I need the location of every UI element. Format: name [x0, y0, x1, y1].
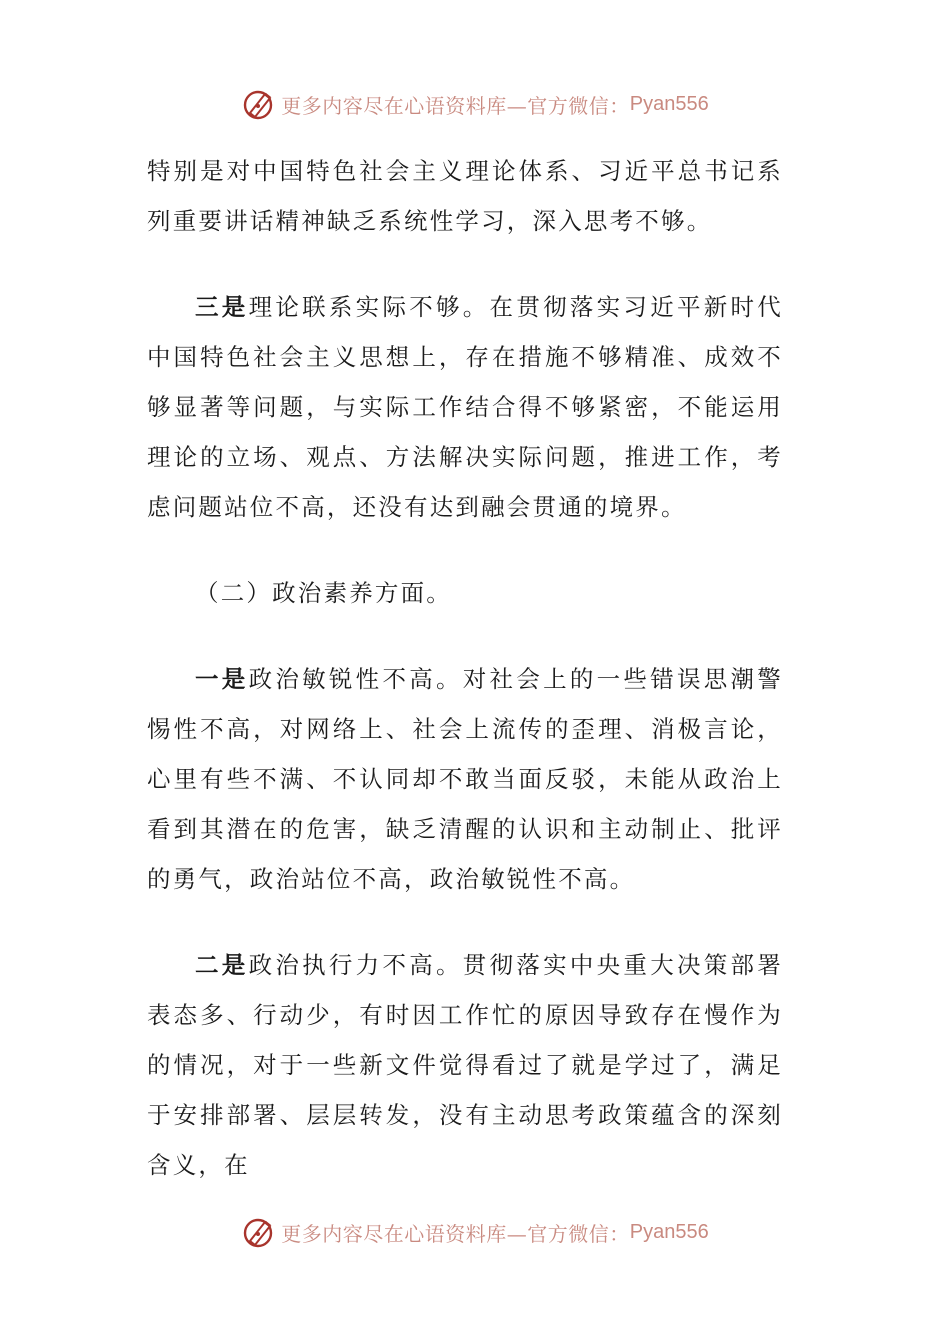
paragraph-text: 政治执行力不高。贯彻落实中央重大决策部署表态多、行动少，有时因工作忙的原因导致存在慢作为的情况，对于一些新文件觉得看过了就是学过了，满足于安排部署、层层转发，没有主动思考政策蕴含的深刻含义，在 — [147, 951, 784, 1179]
section-heading — [147, 568, 783, 618]
paragraph-1 — [147, 146, 783, 246]
paragraph-4 — [147, 654, 783, 904]
pen-nib-circle-icon — [241, 1214, 277, 1250]
paragraph-5 — [147, 940, 783, 1190]
footer-brand-text: 更多内容尽在心语资料库—官方微信： — [281, 1221, 630, 1246]
footer-wechat-id: Pyan556 — [629, 1220, 709, 1243]
footer-watermark — [0, 1212, 950, 1252]
paragraph-lead: 一是 — [195, 665, 249, 693]
paragraph-2 — [147, 282, 783, 532]
paragraph-text: 政治敏锐性不高。对社会上的一些错误思潮警惕性不高，对网络上、社会上流传的歪理、消极言论，心里有些不满、不认同却不敢当面反驳，未能从政治上看到其潜在的危害，缺乏清醒的认识和主动制止、批评的勇气，政治站位不高，政治敏锐性不高。 — [147, 665, 784, 893]
header-brand-text: 更多内容尽在心语资料库—官方微信： — [281, 93, 630, 118]
paragraph-lead: 三是 — [195, 293, 249, 321]
header-watermark — [0, 84, 950, 124]
pen-nib-circle-icon — [241, 86, 277, 122]
paragraph-text: （二）政治素养方面。 — [195, 579, 452, 607]
header-wechat-id: Pyan556 — [629, 92, 709, 115]
paragraph-lead: 二是 — [195, 951, 249, 979]
paragraph-text: 特别是对中国特色社会主义理论体系、习近平总书记系列重要讲话精神缺乏系统性学习，深入思考不够。 — [147, 157, 783, 235]
document-body — [147, 146, 783, 1190]
paragraph-text: 理论联系实际不够。在贯彻落实习近平新时代中国特色社会主义思想上，存在措施不够精准、成效不够显著等问题，与实际工作结合得不够紧密，不能运用理论的立场、观点、方法解决实际问题，推进工作，考虑问题站位不高，还没有达到融会贯通的境界。 — [147, 293, 784, 521]
